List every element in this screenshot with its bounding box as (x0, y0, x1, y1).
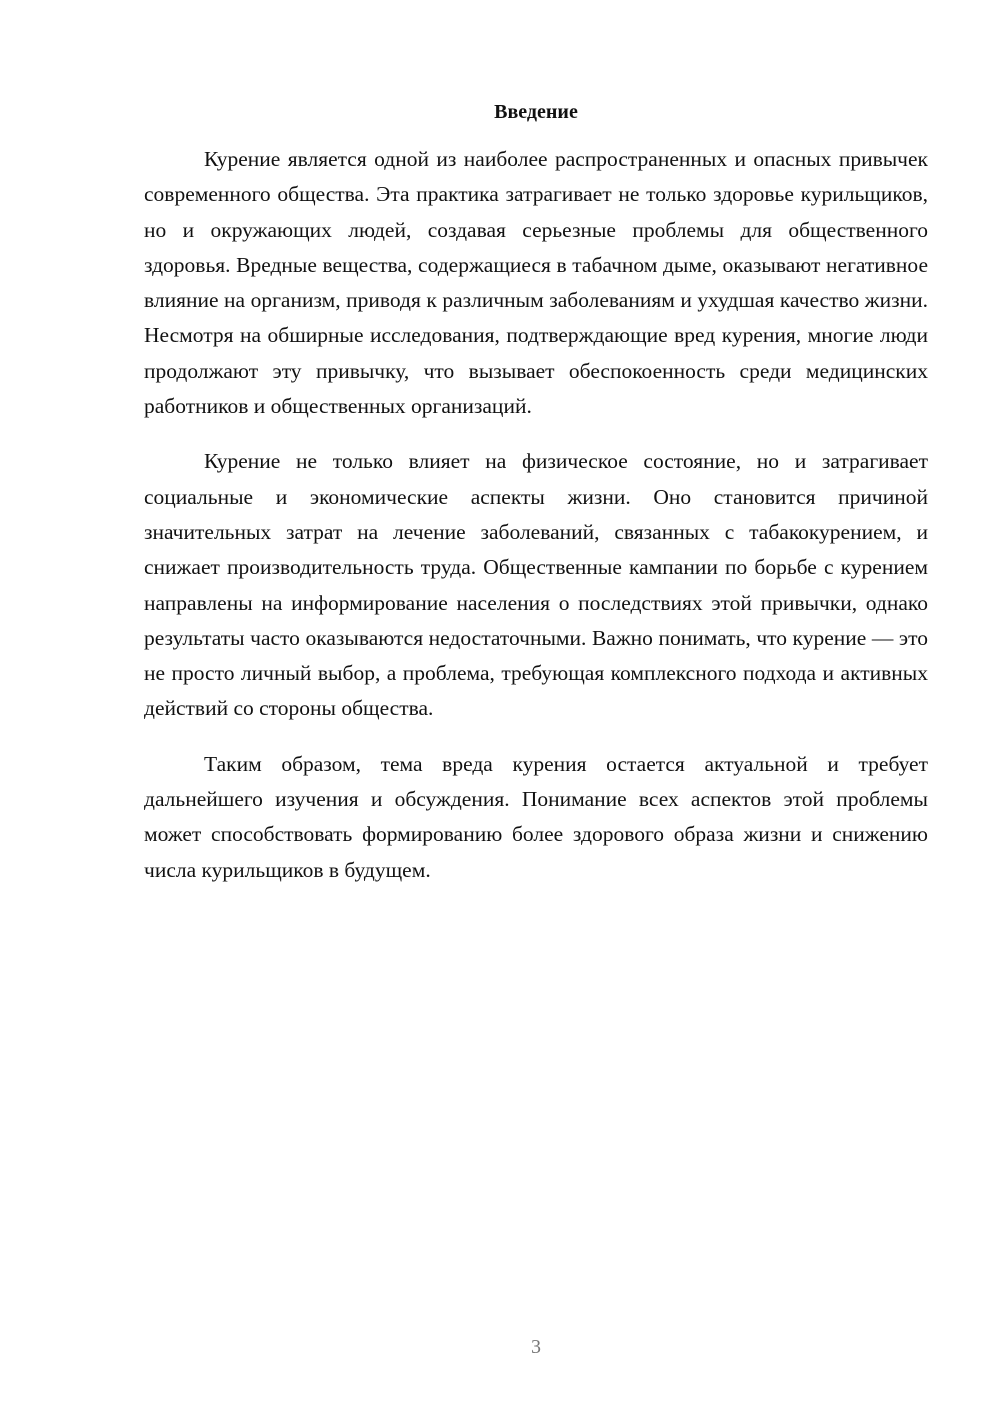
paragraph-3: Таким образом, тема вреда курения остается актуальной и требует дальнейшего изучения и обсуждения. Понимание всех аспектов этой проблемы может способствовать формированию более здорового образа жизни и снижению числа курильщиков в будущем. (144, 751, 928, 882)
paragraph-2: Курение не только влияет на физическое состояние, но и затрагивает социальные и экономические аспекты жизни. Оно становится причиной значительных затрат на лечение заболеваний, связанных с табакокурением, и снижает производительность труда. Общественные кампании по борьбе с курением направлены на информирование населения о последствиях этой привычки, однако результаты часто оказываются недостаточными. Важно понимать, что курение — это не просто личный выбор, а проблема, требующая комплексного подхода и активных действий со стороны общества. (144, 449, 928, 721)
page-number: 3 (531, 1336, 541, 1358)
document-body (144, 142, 928, 908)
section-heading: Введение (494, 101, 578, 123)
paragraph-1: Курение является одной из наиболее распространенных и опасных привычек современного общества. Эта практика затрагивает не только здоровье курильщиков, но и окружающих людей, создавая серьезные проблемы для общественного здоровья. Вредные вещества, содержащиеся в табачном дыме, оказывают негативное влияние на организм, приводя к различным заболеваниям и ухудшая качество жизни. Несмотря на обширные исследования, подтверждающие вред курения, многие люди продолжают эту привычку, что вызывает обеспокоенность среди медицинских работников и общественных организаций. (144, 147, 928, 419)
